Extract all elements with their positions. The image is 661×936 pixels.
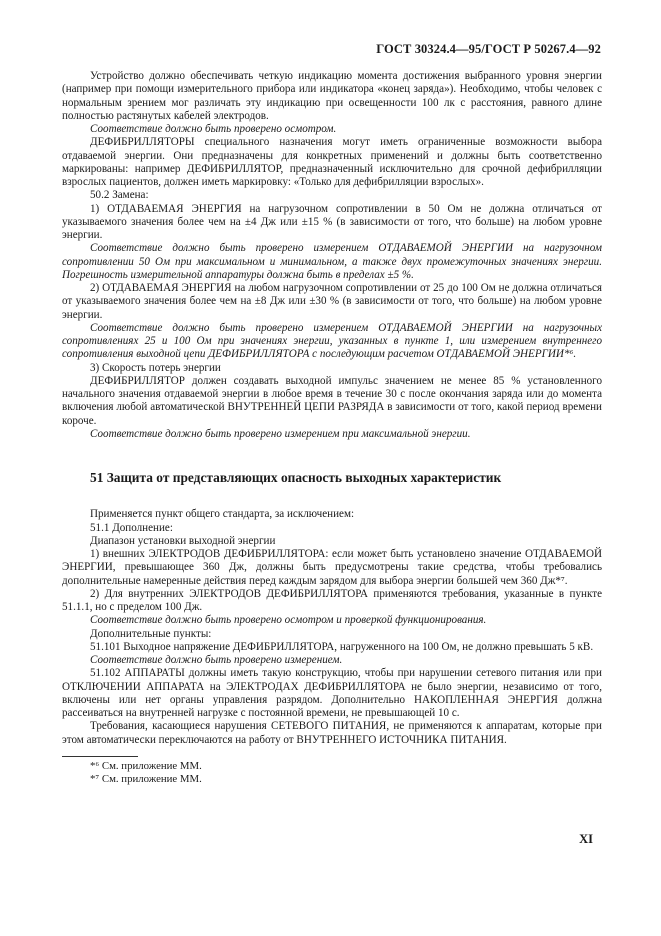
paragraph: Диапазон установки выходной энергии (90, 534, 276, 547)
footnote: *⁷ См. приложение ММ. (90, 772, 202, 785)
paragraph: 1) ОТДАВАЕМАЯ ЭНЕРГИЯ на нагрузочном сопротивлении в 50 Ом не должна отличаться от указываемого значения более чем на ±4 Дж или ±15 % (в зависимости от того, что больше) на любом уровне энергии. (62, 202, 602, 241)
page-content (62, 70, 602, 786)
paragraph: 3) Скорость потерь энергии (90, 361, 221, 374)
compliance-note: Соответствие должно быть проверено осмотром. (90, 123, 337, 135)
running-header: ГОСТ 30324.4—95/ГОСТ Р 50267.4—92 (376, 42, 601, 56)
section-heading: 51 Защита от представляющих опасность выходных характеристик (90, 470, 502, 485)
paragraph: 2) ОТДАВАЕМАЯ ЭНЕРГИЯ на любом нагрузочном сопротивлении от 25 до 100 Ом не должна отличаться от указываемого значения более чем на ±8 Дж или ±30 % (в зависимости от того, что больше) на любом уровне энергии. (62, 282, 602, 321)
paragraph: 1) внешних ЭЛЕКТРОДОВ ДЕФИБРИЛЛЯТОРА: если может быть установлено значение ОТДАВАЕМОЙ ЭНЕРГИИ, превышающее 360 Дж, должны быть предусмотрены такие средства, чтобы требовались дополнительные намеренные действия перед каждым зарядом для выбора энергии большей чем 360 Дж*⁷. (62, 548, 602, 587)
footnote-divider (62, 756, 138, 757)
compliance-note: Соответствие должно быть проверено измерением ОТДАВАЕМОЙ ЭНЕРГИИ на нагрузочном сопротивлении 50 Ом при максимальном и минимальном, а также двух промежуточных значениях энергии. Погрешность измерительной аппаратуры должна быть в пределах ±5 %. (62, 242, 602, 281)
paragraph: Устройство должно обеспечивать четкую индикацию момента достижения выбранного уровня энергии (например при помощи измерительного прибора или индикатора «конец заряда»). Необходимо, чтобы человек с нормальным зрением мог различать эту индикацию при освещенности 100 лк с расстояния, равного длине полностью растянутых кабелей электродов. (62, 70, 602, 122)
paragraph: 51.101 Выходное напряжение ДЕФИБРИЛЛЯТОРА, нагруженного на 100 Ом, не должно превышать 5 кВ. (90, 640, 594, 653)
paragraph: Требования, касающиеся нарушения СЕТЕВОГО ПИТАНИЯ, не применяются к аппаратам, которые при этом автоматически переключаются на работу от ВНУТРЕННЕГО ИСТОЧНИКА ПИТАНИЯ. (62, 720, 602, 746)
compliance-note: Соответствие должно быть проверено измерением при максимальной энергии. (90, 427, 471, 440)
paragraph: 51.102 АППАРАТЫ должны иметь такую конструкцию, чтобы при нарушении сетевого питания или при ОТКЛЮЧЕНИИ АППАРАТА на ЭЛЕКТРОДАХ ДЕФИБРИЛЛЯТОРА не было энергии, независимо от того, включены или нет органы управления разрядом. Дополнительно НАКОПЛЕННАЯ ЭНЕРГИЯ должна рассеиваться на внутренней нагрузке с постоянной времени, не превышающей 10 с. (62, 667, 602, 719)
paragraph: ДЕФИБРИЛЛЯТОРЫ специального назначения могут иметь ограниченные возможности выбора отдаваемой энергии. Они предназначены для конкретных применений и должны быть соответственно маркированы: например ДЕФИБРИЛЛЯТОР, предназначенный исключительно для срочной дефибрилляции взрослых пациентов, должен иметь маркировку: «Только для дефибрилляции взрослых». (62, 136, 602, 188)
paragraph: Дополнительные пункты: (90, 627, 212, 640)
compliance-note: Соответствие должно быть проверено осмотром и проверкой функционирования. (90, 614, 487, 627)
clause-number: 51.1 Дополнение: (90, 521, 173, 534)
clause-number: 50.2 Замена: (90, 189, 149, 202)
compliance-note: Соответствие должно быть проверено измерением ОТДАВАЕМОЙ ЭНЕРГИИ на нагрузочных сопротивлениях 25 и 100 Ом при значениях энергии, указанных в пункте 1, или измерением внутреннего сопротивления выходной цепи ДЕФИБРИЛЛЯТОРА с последующим расчетом ОТДАВАЕМОЙ ЭНЕРГИИ*⁶. (62, 321, 602, 361)
footnote: *⁶ См. приложение ММ. (90, 759, 202, 772)
compliance-note: Соответствие должно быть проверено измерением. (90, 654, 343, 666)
paragraph: 2) Для внутренних ЭЛЕКТРОДОВ ДЕФИБРИЛЛЯТОРА применяются требования, указанные в пункте 51.1.1, но с пределом 100 Дж. (62, 587, 602, 613)
paragraph: Применяется пункт общего стандарта, за исключением: (90, 508, 355, 521)
paragraph: ДЕФИБРИЛЛЯТОР должен создавать выходной импульс значением не менее 85 % установленного начального значения отдаваемой энергии в любое время в течение 30 с после окончания заряда или до момента включения любой автоматической ВНУТРЕННЕЙ ЦЕПИ РАЗРЯДА в зависимости от того, какой период времени короче. (62, 374, 602, 427)
page-number: XI (579, 832, 593, 846)
